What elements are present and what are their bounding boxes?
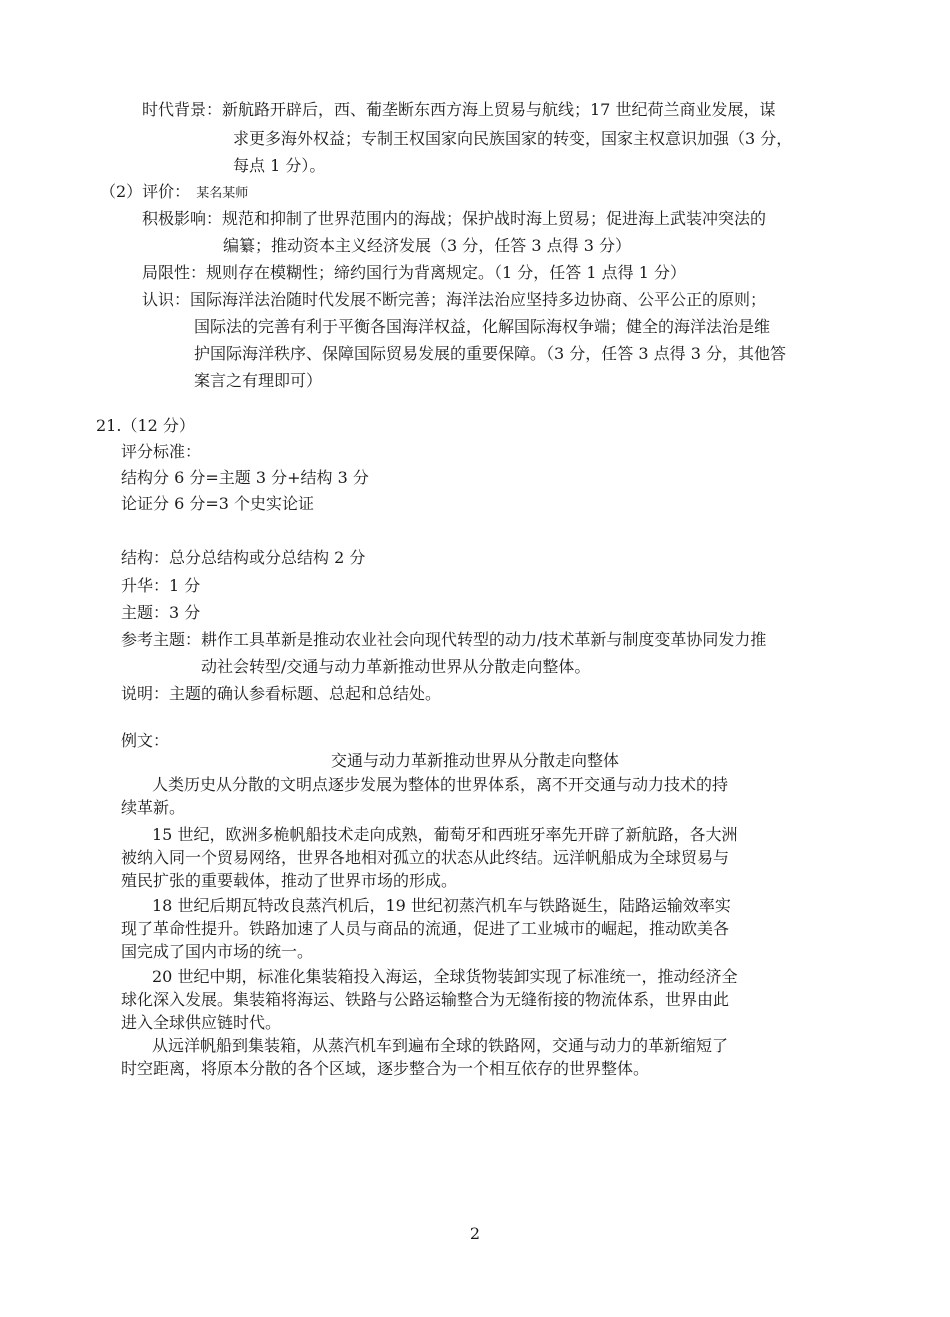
essay-paragraph-5-line-2: 时空距离，将原本分散的各个区域，逐步整合为一个相互依存的世界整体。 <box>121 1059 650 1078</box>
background-line-1: 时代背景：新航路开辟后，西、葡垄断东西方海上贸易与航线；17 世纪荷兰商业发展，谋 <box>142 100 776 119</box>
essay-paragraph-4-line-1: 20 世纪中期，标准化集装箱投入海运，全球货物装卸实现了标准统一，推动经济全 <box>152 967 738 986</box>
essay-paragraph-2-line-2: 被纳入同一个贸易网络，世界各地相对孤立的状态从此终结。远洋帆船成为全球贸易与 <box>121 848 730 867</box>
structure-score: 结构分 6 分=主题 3 分+结构 3 分 <box>121 468 369 487</box>
insight-line-4: 案言之有理即可） <box>194 371 323 390</box>
example-label: 例文： <box>121 731 170 750</box>
insight-line-3: 护国际海洋秩序、保障国际贸易发展的重要保障。（3 分，任答 3 点得 3 分，其他答 <box>194 344 786 363</box>
essay-paragraph-4-line-2: 球化深入发展。集装箱将海运、铁路与公路运输整合为无缝衔接的物流体系，世界由此 <box>121 990 730 1009</box>
insight-line-1: 认识：国际海洋法治随时代发展不断完善；海洋法治应坚持多边协商、公平公正的原则； <box>142 290 767 309</box>
theme-line: 主题：3 分 <box>121 603 201 622</box>
essay-title: 交通与动力革新推动世界从分散走向整体 <box>330 751 619 770</box>
evaluation-author: 某名某师 <box>196 186 249 201</box>
question-21-heading: 21.（12 分） <box>96 416 195 435</box>
positive-line-1: 积极影响：规范和抑制了世界范围内的海战；保护战时海上贸易；促进海上武装冲突法的 <box>142 209 767 228</box>
essay-paragraph-2-line-3: 殖民扩张的重要载体，推动了世界市场的形成。 <box>121 871 458 890</box>
limitation-line: 局限性：规则存在模糊性；缔约国行为背离规定。（1 分，任答 1 点得 1 分） <box>142 263 686 282</box>
background-line-2: 求更多海外权益；专制王权国家向民族国家的转变，国家主权意识加强（3 分， <box>233 129 793 148</box>
essay-paragraph-2-line-1: 15 世纪，欧洲多桅帆船技术走向成熟，葡萄牙和西班牙率先开辟了新航路，各大洲 <box>152 825 738 844</box>
positive-line-2: 编纂；推动资本主义经济发展（3 分，任答 3 点得 3 分） <box>223 236 631 255</box>
essay-paragraph-3-line-1: 18 世纪后期瓦特改良蒸汽机后，19 世纪初蒸汽机车与铁路诞生，陆路运输效率实 <box>152 896 731 915</box>
criteria-label: 评分标准： <box>121 442 202 461</box>
essay-paragraph-5-line-1: 从远洋帆船到集装箱，从蒸汽机车到遍布全球的铁路网，交通与动力的革新缩短了 <box>152 1036 729 1055</box>
note-line: 说明：主题的确认参看标题、总起和总结处。 <box>121 684 442 703</box>
evaluation-heading <box>100 181 248 205</box>
reference-theme-line-1: 参考主题：耕作工具革新是推动农业社会向现代转型的动力/技术革新与制度变革协同发力推 <box>121 630 767 649</box>
reference-theme-line-2: 动社会转型/交通与动力革新推动世界从分散走向整体。 <box>201 657 591 676</box>
essay-paragraph-3-line-3: 国完成了国内市场的统一。 <box>121 942 314 961</box>
essay-paragraph-3-line-2: 现了革命性提升。铁路加速了人员与商品的流通，促进了工业城市的崛起，推动欧美各 <box>121 919 730 938</box>
evaluation-label: （2）评价： <box>100 182 191 201</box>
background-line-3: 每点 1 分）。 <box>233 156 326 175</box>
page-number: 2 <box>469 1224 481 1243</box>
essay-paragraph-1-line-1: 人类历史从分散的文明点逐步发展为整体的世界体系，离不开交通与动力技术的持 <box>152 775 729 794</box>
argument-score: 论证分 6 分=3 个史实论证 <box>121 494 315 513</box>
essay-paragraph-1-line-2: 续革新。 <box>121 798 186 817</box>
structure-line: 结构：总分总结构或分总结构 2 分 <box>121 548 366 567</box>
essay-paragraph-4-line-3: 进入全球供应链时代。 <box>121 1013 282 1032</box>
insight-line-2: 国际法的完善有利于平衡各国海洋权益，化解国际海权争端；健全的海洋法治是维 <box>194 317 771 336</box>
sublimation-line: 升华：1 分 <box>121 576 201 595</box>
